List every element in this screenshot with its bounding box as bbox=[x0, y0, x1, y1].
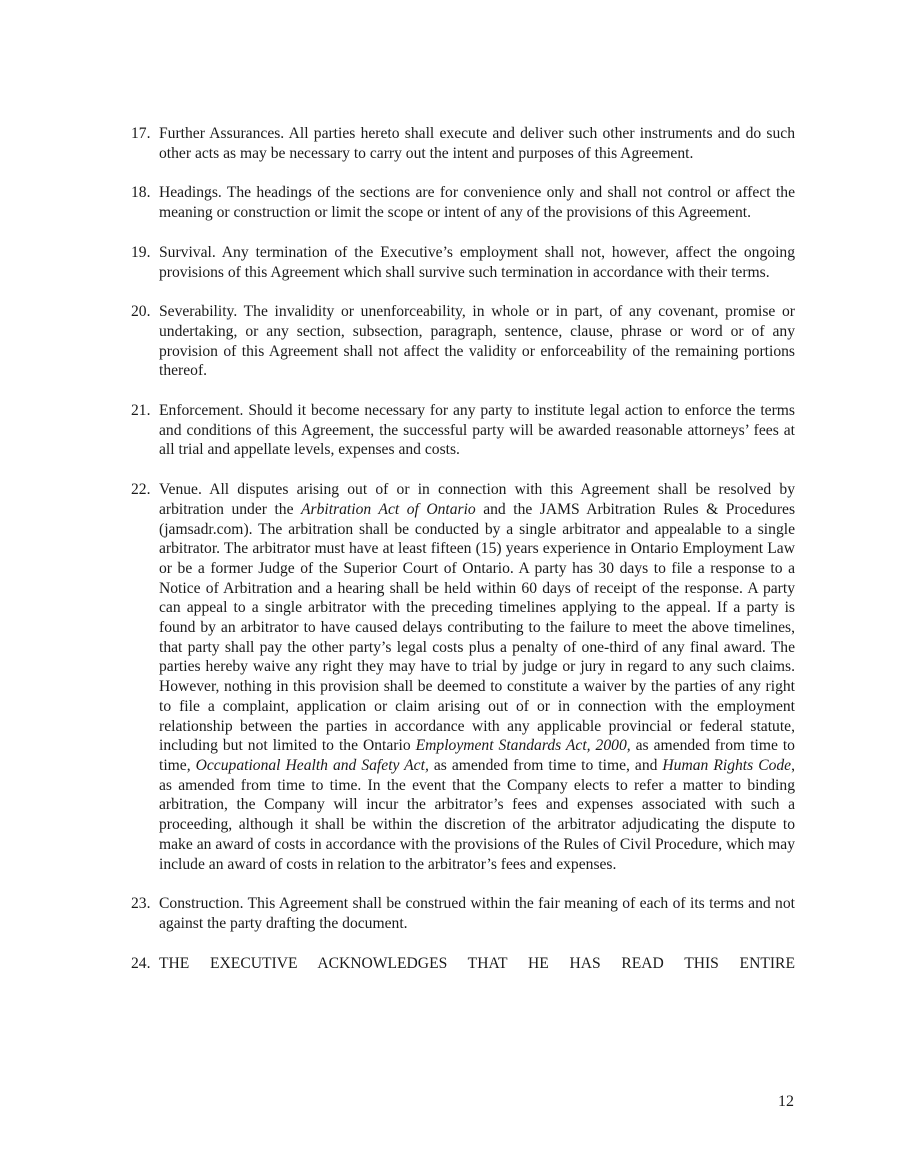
statute-name: Arbitration Act of Ontario bbox=[301, 500, 476, 518]
section-number: 18. bbox=[131, 184, 151, 202]
section-number: 23. bbox=[131, 895, 151, 913]
text-segment: as amended from time to time, and bbox=[428, 756, 663, 774]
text-segment: , as amended from time to time. In the event that the Company elects to refer a matter to binding arbitration, the Company will incur the arbitrator’s fees and expenses associated with such a proceeding, although it shall be within the discretion of the arbitrator adjudicating the dispute to make an award of costs in accordance with the provisions of the Rules of Civil Procedure, which may include an award of costs in relation to the arbitrator’s fees and expenses. bbox=[159, 756, 796, 873]
section-text: Severability. The invalidity or unenforceability, in whole or in part, of any covenant, promise or undertaking, or any section, subsection, paragraph, sentence, clause, phrase or word or of any provision of this Agreement shall not affect the validity or enforceability of the remaining portions thereof. bbox=[159, 303, 795, 380]
section-number: 22. bbox=[131, 481, 151, 499]
section-text: Survival. Any termination of the Executive’s employment shall not, however, affect the ongoing provisions of this Agreement which shall survive such termination in accordance with their terms. bbox=[159, 243, 795, 281]
section-18 bbox=[131, 183, 795, 222]
statute-name: Employment Standards Act, 2000 bbox=[415, 737, 627, 755]
section-number: 19. bbox=[131, 243, 151, 261]
section-24 bbox=[131, 954, 795, 974]
statute-name: Human Rights Code bbox=[662, 756, 792, 774]
section-19 bbox=[131, 243, 795, 282]
section-20 bbox=[131, 302, 795, 381]
section-number: 17. bbox=[131, 125, 151, 142]
section-22 bbox=[131, 480, 795, 874]
page-number: 12 bbox=[778, 1093, 794, 1110]
section-number: 20. bbox=[131, 303, 151, 321]
section-text: THE EXECUTIVE ACKNOWLEDGES THAT HE HAS READ THIS ENTIRE bbox=[159, 954, 795, 972]
section-text: Construction. This Agreement shall be construed within the fair meaning of each of its terms and not against the party drafting the document. bbox=[159, 895, 795, 932]
section-23 bbox=[131, 894, 795, 933]
section-17 bbox=[131, 124, 795, 163]
section-text bbox=[159, 480, 795, 874]
section-text: Headings. The headings of the sections are for convenience only and shall not control or affect the meaning or construction or limit the scope or intent of any of the provisions of this Agreement. bbox=[159, 184, 795, 222]
text-segment: and the JAMS Arbitration Rules & Procedures (jamsadr.com). The arbitration shall be conducted by a single arbitrator and appealable to a single arbitrator. The arbitrator must have at least fifteen (15) years experience in Ontario Employment Law or be a former Judge of the Superior Court of Ontario. A party has 30 days to file a response to a Notice of Arbitration and a hearing shall be held within 60 days of receipt of the response. A party can appeal to a single arbitrator with the preceding timelines applying to the appeal. If a party is found by an arbitrator to have caused delays contributing to the failure to meet the above timelines, that party shall pay the other party’s legal costs plus a penalty of one-third of any final award. The parties hereby waive any right they may have to trial by judge or jury in regard to any such claims. However, nothing in this provision shall be deemed to constitute a waiver by the parties of any right to file a complaint, application or claim arising out of or in connection with the employment relationship between the parties in accordance with any applicable provincial or federal statute, including but not limited to the Ontario bbox=[159, 500, 796, 755]
section-number: 21. bbox=[131, 402, 151, 420]
section-21 bbox=[131, 401, 795, 460]
statute-name: Occupational Health and Safety Act, bbox=[195, 756, 429, 774]
agreement-sections bbox=[131, 124, 795, 993]
section-number: 24. bbox=[131, 954, 151, 972]
text-segment: , as amended from time to time, bbox=[159, 737, 795, 774]
section-text: Further Assurances. All parties hereto shall execute and deliver such other instruments and do such other acts as may be necessary to carry out the intent and purposes of this Agreement. bbox=[159, 125, 795, 162]
section-text: Enforcement. Should it become necessary for any party to institute legal action to enforce the terms and conditions of this Agreement, the successful party will be awarded reasonable attorneys’ fees at all trial and appellate levels, expenses and costs. bbox=[159, 402, 795, 459]
text-segment: Venue. All disputes arising out of or in connection with this Agreement shall be resolved by arbitration under the bbox=[159, 481, 795, 518]
